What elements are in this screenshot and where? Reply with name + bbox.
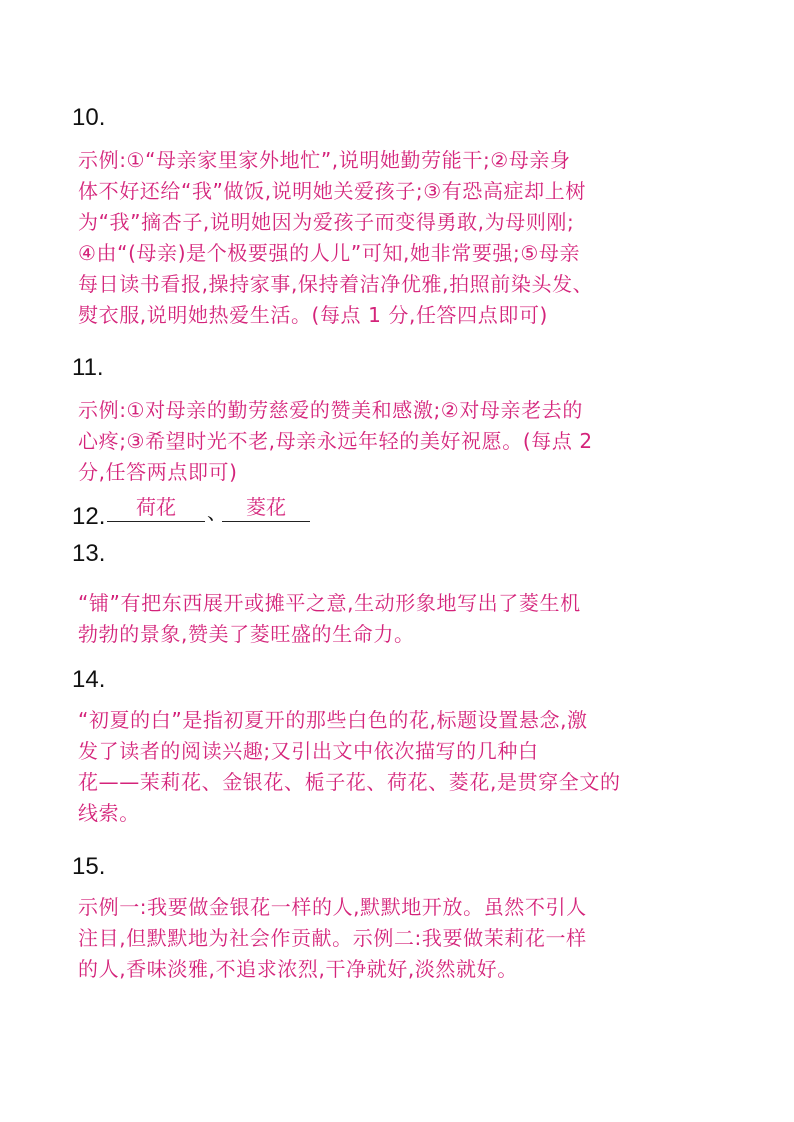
answer-line: 为“我”摘杏子,说明她因为爱孩子而变得勇敢,为母则刚; bbox=[78, 210, 575, 234]
answer-line: 示例:①对母亲的勤劳慈爱的赞美和感激;②对母亲老去的 bbox=[78, 398, 583, 422]
answer-line: 注目,但默默地为社会作贡献。示例二:我要做茉莉花一样 bbox=[78, 926, 587, 950]
answer-line: 勃勃的景象,赞美了菱旺盛的生命力。 bbox=[78, 622, 415, 646]
question-number-14: 14. bbox=[72, 666, 106, 693]
answer-line: 示例:①“母亲家里家外地忙”,说明她勤劳能干;②母亲身 bbox=[78, 148, 571, 172]
answer-15 bbox=[78, 892, 730, 985]
fill-blank-2: 菱花 bbox=[222, 495, 310, 522]
answer-10 bbox=[78, 145, 730, 331]
answer-line: 体不好还给“我”做饭,说明她关爱孩子;③有恐高症却上树 bbox=[78, 179, 586, 203]
answer-line: 花——茉莉花、金银花、栀子花、荷花、菱花,是贯穿全文的 bbox=[78, 770, 621, 794]
answer-14 bbox=[78, 705, 730, 829]
answer-line: 示例一:我要做金银花一样的人,默默地开放。虽然不引人 bbox=[78, 895, 587, 919]
answer-line: 发了读者的阅读兴趣;又引出文中依次描写的几种白 bbox=[78, 739, 539, 763]
answer-line: ④由“(母亲)是个极要强的人儿”可知,她非常要强;⑤母亲 bbox=[78, 241, 581, 265]
answer-line: 每日读书看报,操持家事,保持着洁净优雅,拍照前染头发、 bbox=[78, 272, 594, 296]
answer-line: 熨衣服,说明她热爱生活。(每点 1 分,任答四点即可) bbox=[78, 303, 548, 327]
answer-line: “初夏的白”是指初夏开的那些白色的花,标题设置悬念,激 bbox=[78, 708, 588, 732]
question-number-13: 13. bbox=[72, 540, 106, 567]
answer-line: 分,任答两点即可) bbox=[78, 460, 238, 484]
answer-line: “铺”有把东西展开或摊平之意,生动形象地写出了菱生机 bbox=[78, 591, 581, 615]
question-number-11: 11. bbox=[72, 354, 104, 381]
separator: 、 bbox=[207, 500, 227, 524]
fill-blank-1: 荷花 bbox=[107, 495, 205, 522]
answer-line: 心疼;③希望时光不老,母亲永远年轻的美好祝愿。(每点 2 bbox=[78, 429, 593, 453]
question-number-15: 15. bbox=[72, 853, 106, 880]
question-number-12: 12. bbox=[72, 503, 106, 530]
answer-line: 的人,香味淡雅,不追求浓烈,干净就好,淡然就好。 bbox=[78, 957, 518, 981]
answer-line: 线索。 bbox=[78, 801, 140, 825]
question-number-10: 10. bbox=[72, 104, 106, 131]
answer-11 bbox=[78, 395, 730, 488]
answer-13 bbox=[78, 588, 730, 650]
